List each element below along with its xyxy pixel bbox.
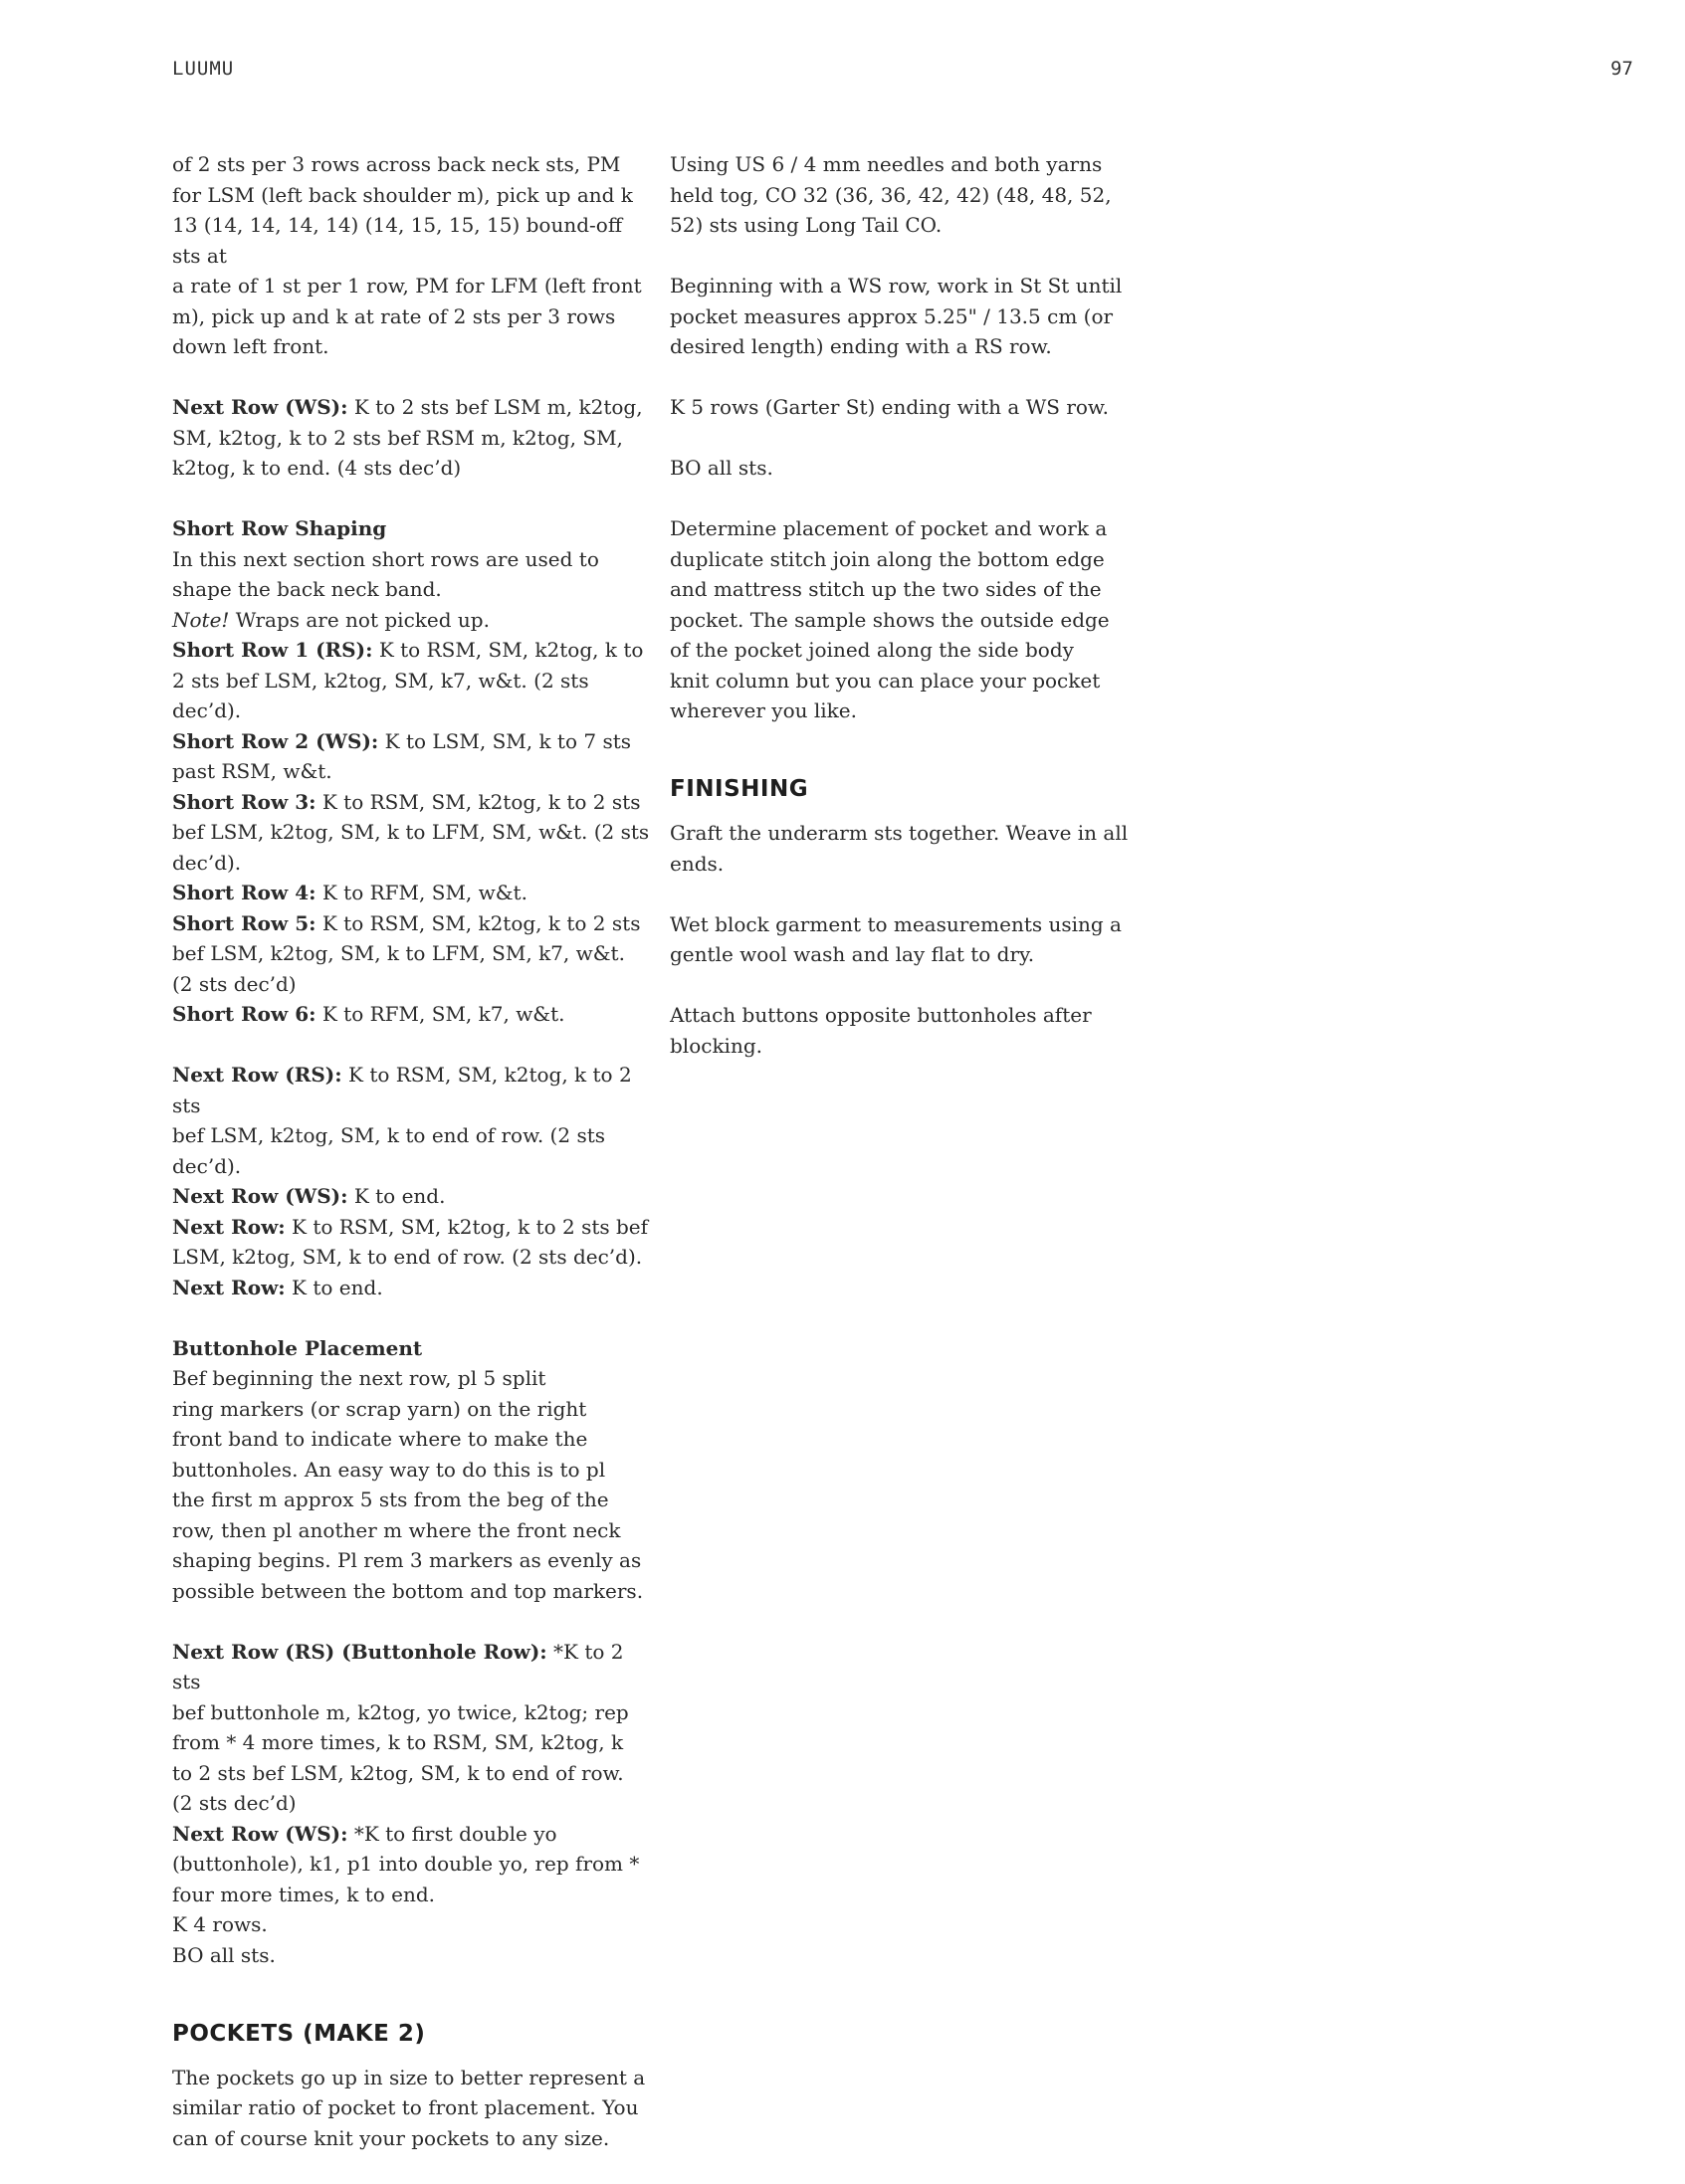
buttonhole-heading: Buttonhole Placement: [172, 1335, 423, 1360]
pockets-heading: POCKETS (MAKE 2): [172, 2020, 426, 2047]
next-rows-paragraph: Next Row (RS): K to RSM, SM, k2tog, k to 2 sts bef LSM, k2tog, SM, k to end of row. (2 sts dec’d). Next Row (WS): K to end. Next Row: K to RSM, SM, k2tog, k to 2 sts bef LSM, k2tog, SM, k to end of row. (2 sts dec’d). Next Row: K to end.: [172, 1063, 649, 1299]
right-column: [670, 149, 1148, 1092]
pocket-cast-on-paragraph: Using US 6 / 4 mm needles and both yarns held tog, CO 32 (36, 36, 42, 42) (48, 48, 52, 52) sts using Long Tail CO.: [670, 152, 1112, 237]
finishing-block-paragraph: Wet block garment to measurements using a gentle wool wash and lay flat to dry.: [670, 911, 1122, 966]
pocket-garter-paragraph: K 5 rows (Garter St) ending with a WS row.: [670, 395, 1110, 419]
running-header-title: LUUMU: [172, 58, 235, 80]
finishing-buttons-paragraph: Attach buttons opposite buttonholes after blocking.: [670, 1003, 1092, 1058]
next-row-ws-paragraph: Next Row (WS): K to 2 sts bef LSM m, k2tog, SM, k2tog, k to 2 sts bef RSM m, k2tog, SM, k2tog, k to end. (4 sts dec’d): [172, 395, 643, 480]
short-row-shaping-section: Short Row Shaping In this next section short rows are used to shape the back neck band. Note! Wraps are not picked up. Short Row 1 (RS): K to RSM, SM, k2tog, k to 2 sts bef LSM, k2tog, SM, k7, w&t. (2 sts dec’d). Short Row 2 (WS): K to LSM, SM, k to 7 sts past RSM, w&t. Short Row 3: K to RSM, SM, k2tog, k to 2 sts bef LSM, k2tog, SM, k to LFM, SM, w&t. (2 sts dec’d). Short Row 4: K to RFM, SM, w&t. Short Row 5: K to RSM, SM, k2tog, k to 2 sts bef LSM, k2tog, SM, k to LFM, SM, k7, w&t. (2 sts dec’d) Short Row 6: K to RFM, SM, k7, w&t.: [172, 513, 650, 1030]
finishing-heading: FINISHING: [670, 776, 809, 802]
buttonhole-placement-section: Buttonhole Placement Bef beginning the next row, pl 5 split ring markers (or scrap yarn) on the right front band to indicate where to make the buttonholes. An easy way to do this is to pl the first m approx 5 sts from the beg of the row, then pl another m where the front neck shaping begins. Pl rem 3 markers as evenly as possible between the bottom and top markers.: [172, 1333, 650, 1607]
left-column: [172, 149, 650, 2184]
short-row-heading: Short Row Shaping: [172, 516, 387, 540]
buttonhole-row-paragraph: Next Row (RS) (Buttonhole Row): *K to 2 sts bef buttonhole m, k2tog, yo twice, k2tog; rep from * 4 more times, k to RSM, SM, k2tog, k to 2 sts bef LSM, k2tog, SM, k to end of row. (2 sts dec’d) Next Row (WS): *K to first double yo (buttonhole), k1, p1 into double yo, rep from * four more times, k to end. K 4 rows. BO all sts.: [172, 1639, 640, 1967]
pocket-placement-paragraph: Determine placement of pocket and work a duplicate stitch join along the bottom edge and mattress stitch up the two sides of the pocket. The sample shows the outside edge of the pocket joined along the side body knit column but you can place your pocket wherever you like.: [670, 516, 1110, 722]
finishing-graft-paragraph: Graft the underarm sts together. Weave in all ends.: [670, 821, 1129, 876]
pockets-intro: The pockets go up in size to better represent a similar ratio of pocket to front placement. You can of course knit your pockets to any size.: [172, 2065, 646, 2150]
pocket-bind-off-paragraph: BO all sts.: [670, 456, 773, 480]
page-number: 97: [1610, 58, 1633, 80]
pocket-stockinette-paragraph: Beginning with a WS row, work in St St until pocket measures approx 5.25" / 13.5 cm (or desired length) ending with a RS row.: [670, 274, 1123, 358]
intro-paragraph: of 2 sts per 3 rows across back neck sts, PM for LSM (left back shoulder m), pick up and k 13 (14, 14, 14, 14) (14, 15, 15, 15) bound-off sts at a rate of 1 st per 1 row, PM for LFM (left front m), pick up and k at rate of 2 sts per 3 rows down left front.: [172, 152, 642, 358]
